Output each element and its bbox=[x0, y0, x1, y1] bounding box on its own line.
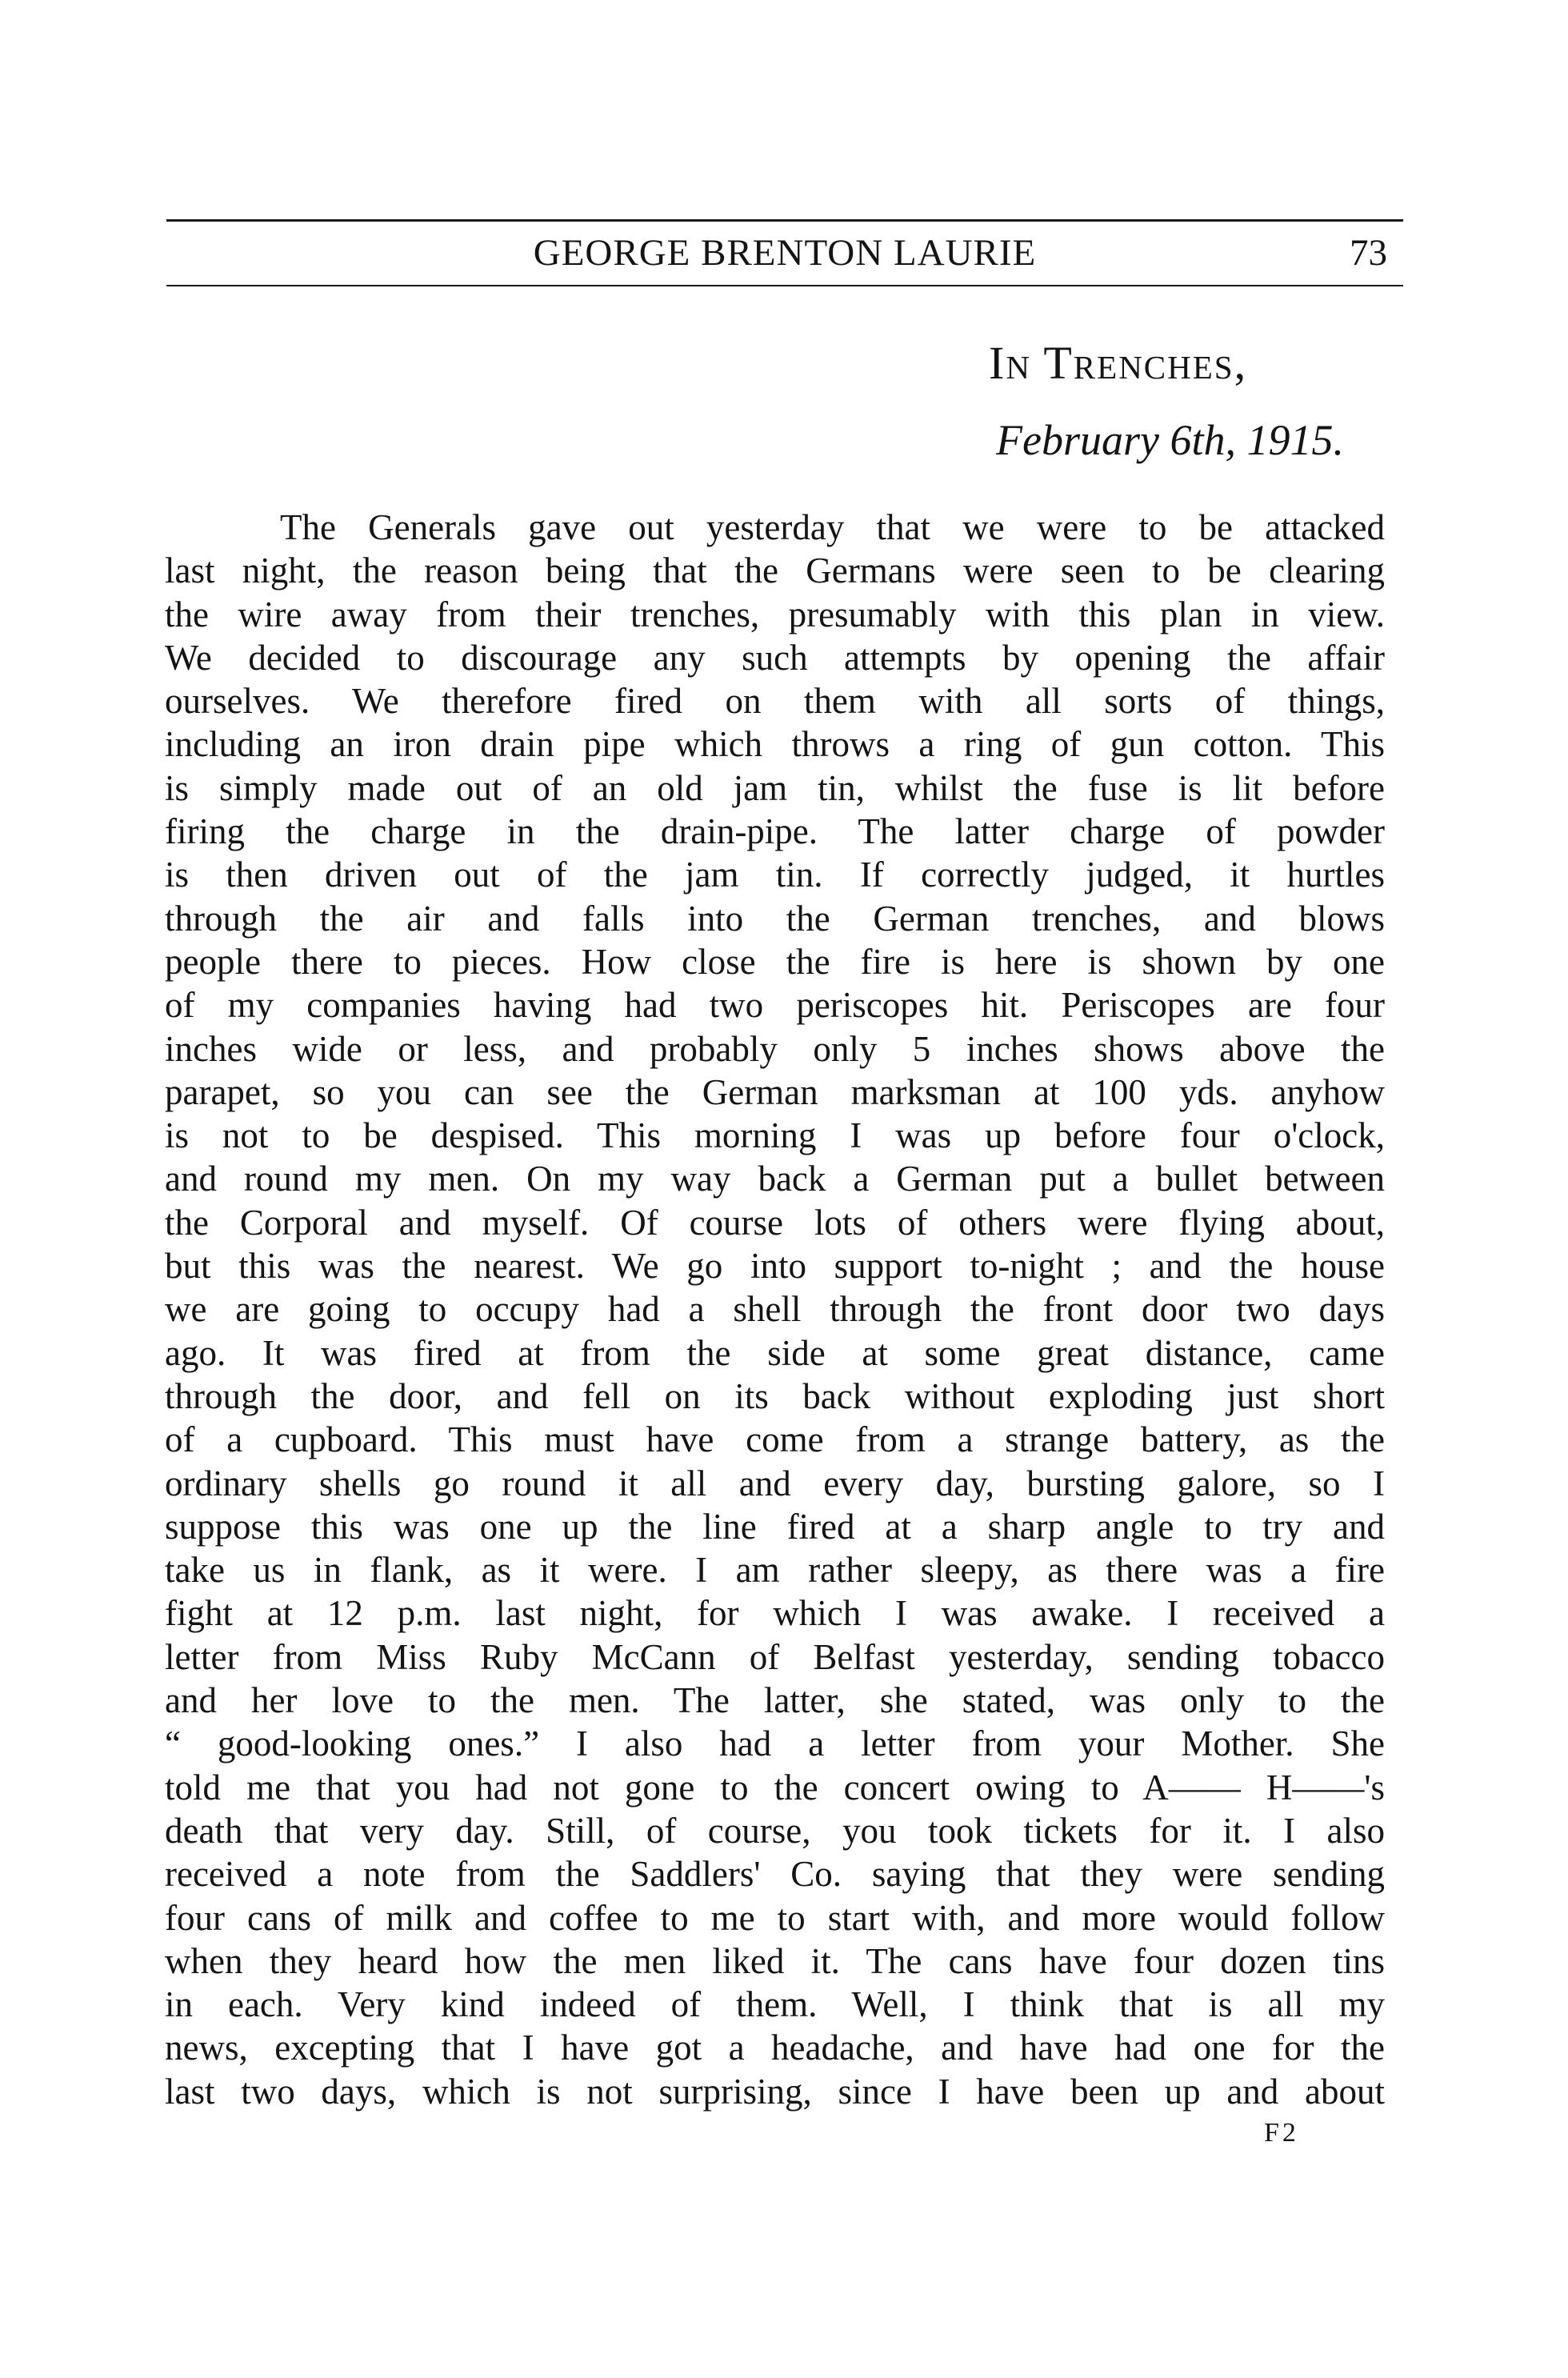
body-line: is simply made out of an old jam tin, whilst the fuse is lit before bbox=[165, 767, 1385, 808]
body-line: inches wide or less, and probably only 5 inches shows above the bbox=[165, 1028, 1385, 1069]
body-line: through the air and falls into the German trenches, and blows bbox=[165, 898, 1385, 939]
body-line: of a cupboard. This must have come from a strange battery, as the bbox=[165, 1419, 1385, 1460]
letter-date: February 6th, 1915. bbox=[996, 416, 1344, 464]
body-line: ordinary shells go round it all and every day, bursting galore, so I bbox=[165, 1463, 1385, 1503]
running-head bbox=[166, 226, 1403, 279]
body-line: of my companies having had two periscopes hit. Periscopes are four bbox=[165, 985, 1385, 1026]
body-line: people there to pieces. How close the fire is here is shown by one bbox=[165, 941, 1385, 982]
body-line: but this was the nearest. We go into support to-night ; and the house bbox=[165, 1246, 1385, 1287]
body-line: when they heard how the men liked it. The cans have four dozen tins bbox=[165, 1940, 1385, 1981]
signature-mark: F2 bbox=[1264, 2118, 1299, 2148]
body-line: fight at 12 p.m. last night, for which I was awake. I received a bbox=[165, 1593, 1385, 1634]
page-number: 73 bbox=[1350, 232, 1387, 274]
body-line: firing the charge in the drain-pipe. The latter charge of powder bbox=[165, 811, 1385, 852]
body-line: letter from Miss Ruby McCann of Belfast yesterday, sending tobacco bbox=[165, 1636, 1385, 1677]
body-line: including an iron drain pipe which throws a ring of gun cotton. This bbox=[165, 724, 1385, 765]
body-line: last two days, which is not surprising, since I have been up and about bbox=[165, 2071, 1385, 2112]
body-line: suppose this was one up the line fired at a sharp angle to try and bbox=[165, 1506, 1385, 1547]
body-line: We decided to discourage any such attempts by opening the affair bbox=[165, 637, 1385, 678]
body-line: take us in flank, as it were. I am rather sleepy, as there was a fire bbox=[165, 1550, 1385, 1591]
body-line: through the door, and fell on its back without exploding just short bbox=[165, 1375, 1385, 1416]
body-line: news, excepting that I have got a headache, and have had one for the bbox=[165, 2028, 1385, 2068]
letter-body bbox=[165, 506, 1385, 2113]
body-line: is not to be despised. This morning I was up before four o'clock, bbox=[165, 1115, 1385, 1156]
body-line: four cans of milk and coffee to me to start with, and more would follow bbox=[165, 1897, 1385, 1938]
header-bottom-rule bbox=[166, 285, 1403, 286]
body-line: and round my men. On my way back a German put a bullet between bbox=[165, 1159, 1385, 1199]
body-line: The Generals gave out yesterday that we were to be attacked bbox=[280, 507, 1385, 547]
body-line: told me that you had not gone to the concert owing to A—— H——'s bbox=[165, 1767, 1385, 1808]
body-line: last night, the reason being that the Germans were seen to be clearing bbox=[165, 550, 1385, 591]
body-line: and her love to the men. The latter, she stated, was only to the bbox=[165, 1680, 1385, 1721]
body-line: the Corporal and myself. Of course lots of others were flying about, bbox=[165, 1202, 1385, 1243]
body-line: death that very day. Still, of course, you took tickets for it. I also bbox=[165, 1810, 1385, 1851]
body-line: “ good-looking ones.” I also had a letter from your Mother. She bbox=[165, 1723, 1385, 1764]
letter-place: In Trenches, bbox=[989, 337, 1248, 389]
body-line: the wire away from their trenches, presumably with this plan in view. bbox=[165, 594, 1385, 635]
body-line: received a note from the Saddlers' Co. saying that they were sending bbox=[165, 1854, 1385, 1895]
header-top-rule bbox=[166, 219, 1403, 222]
body-line: ourselves. We therefore fired on them with all sorts of things, bbox=[165, 681, 1385, 722]
body-line: parapet, so you can see the German marksman at 100 yds. anyhow bbox=[165, 1071, 1385, 1112]
body-line: ago. It was fired at from the side at some great distance, came bbox=[165, 1332, 1385, 1373]
body-line: in each. Very kind indeed of them. Well, I think that is all my bbox=[165, 1984, 1385, 2025]
running-title: GEORGE BRENTON LAURIE bbox=[533, 232, 1037, 274]
body-line: is then driven out of the jam tin. If correctly judged, it hurtles bbox=[165, 855, 1385, 895]
body-line: we are going to occupy had a shell through the front door two days bbox=[165, 1289, 1385, 1330]
